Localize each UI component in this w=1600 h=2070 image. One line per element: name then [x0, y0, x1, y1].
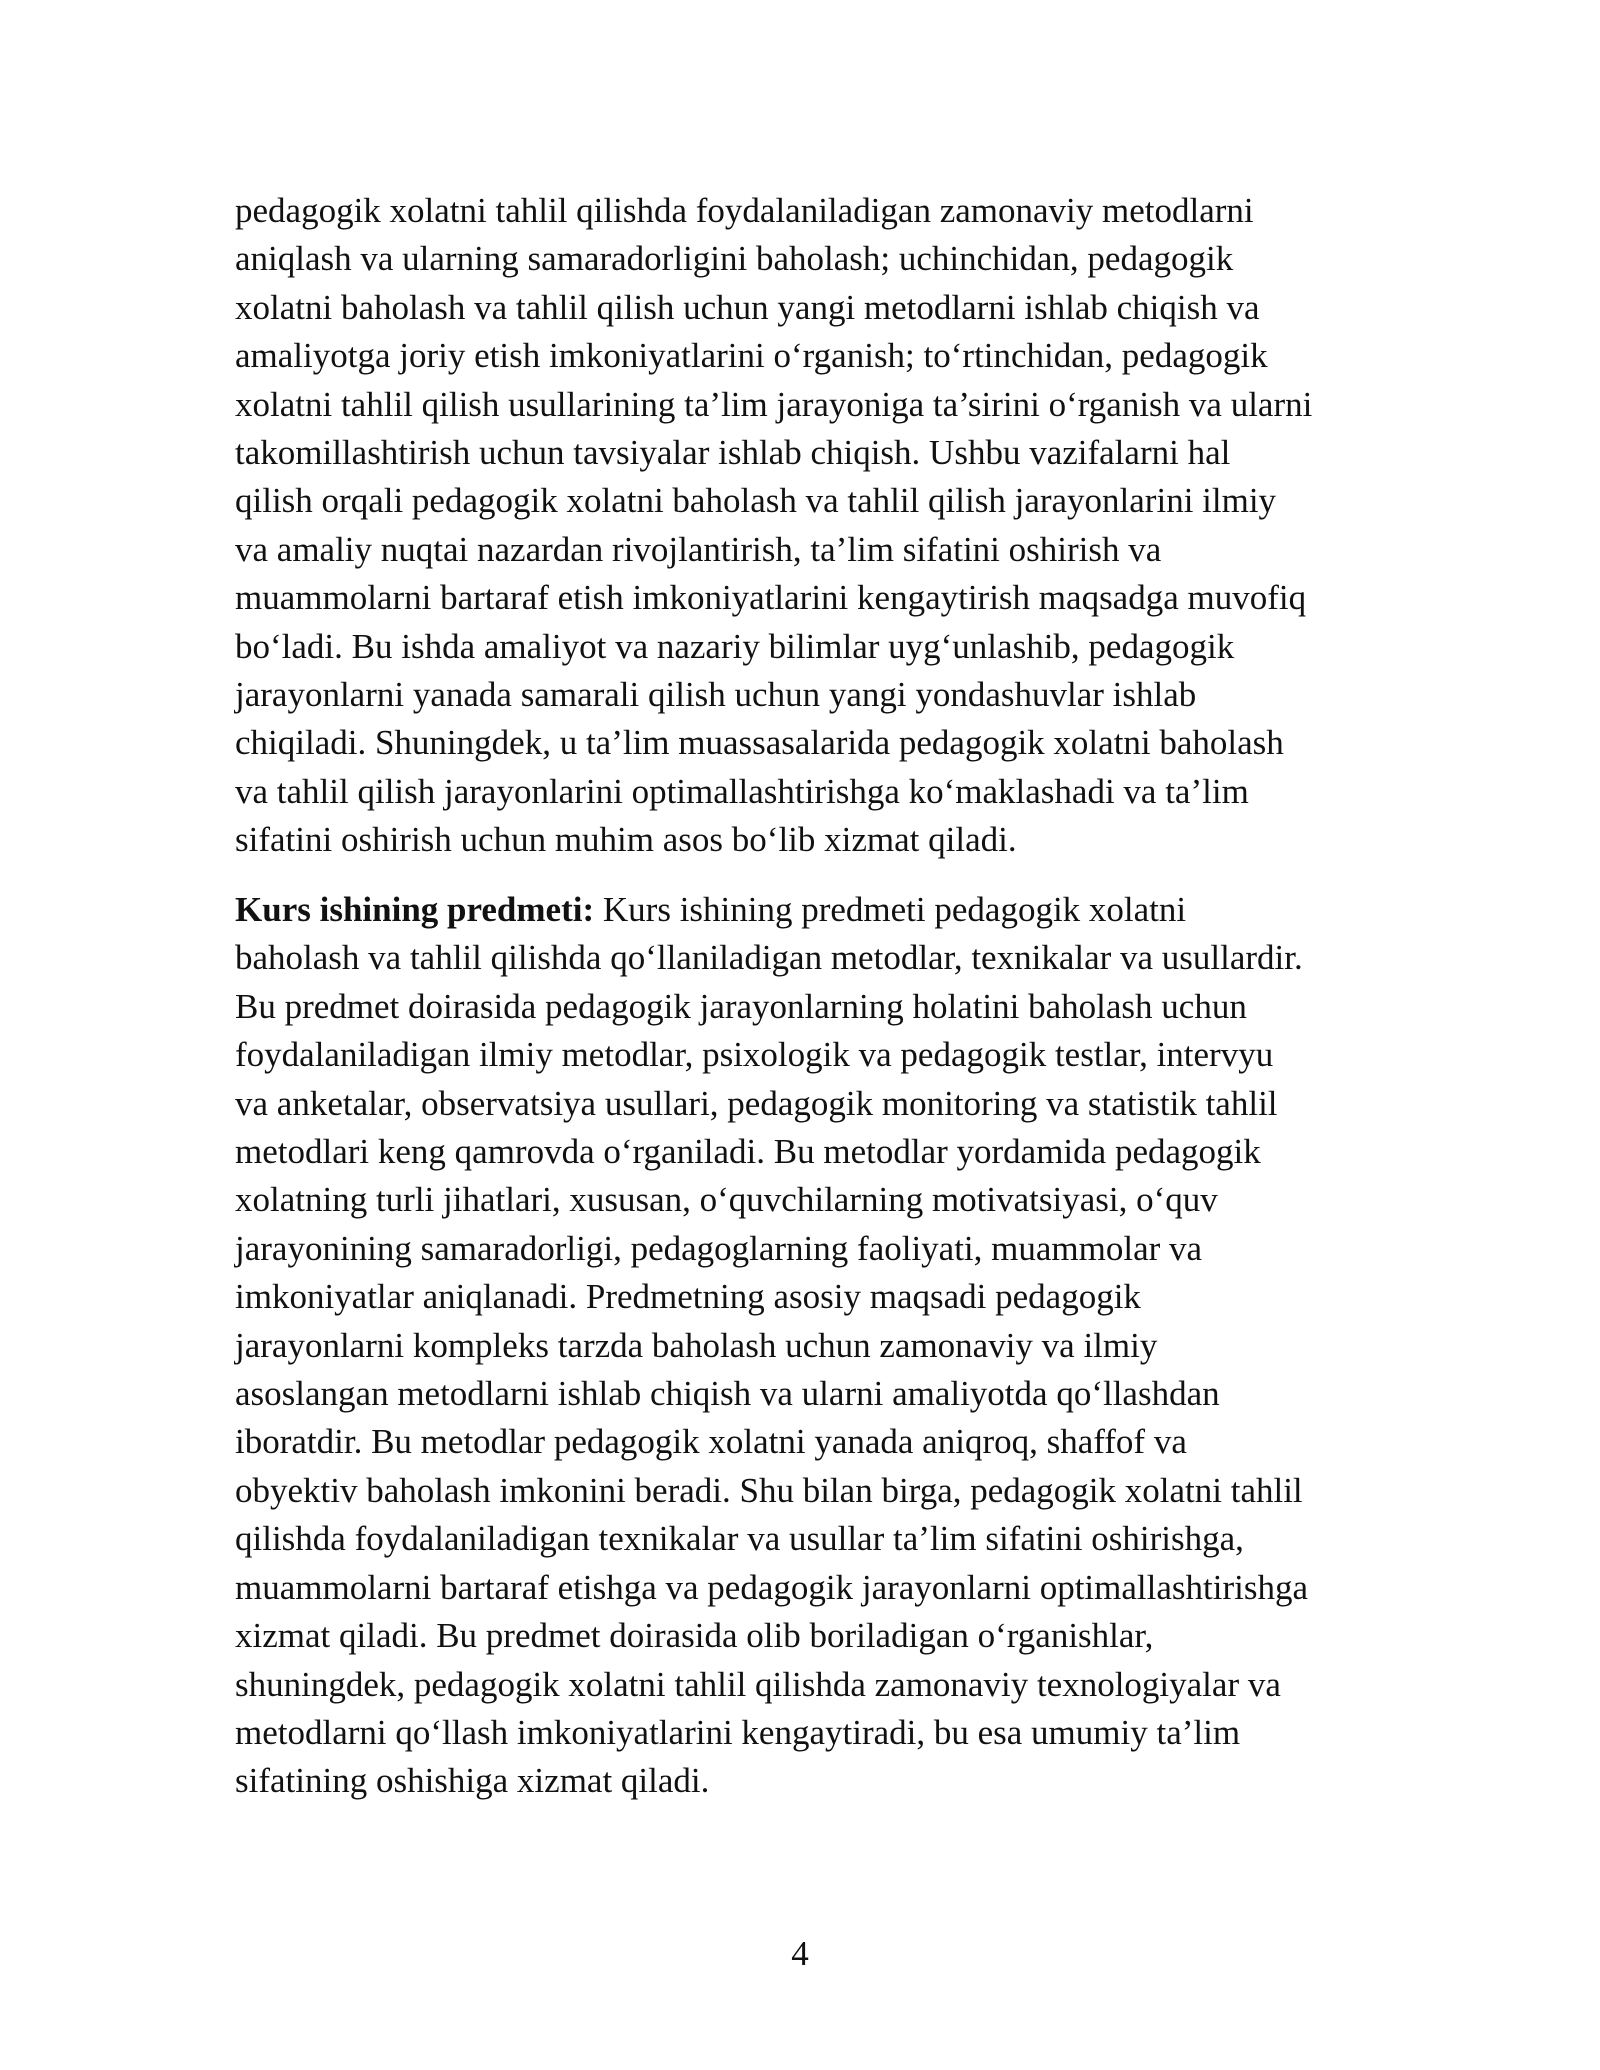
section-heading-subject: Kurs ishining predmeti: — [235, 890, 595, 929]
text-line: metodlarni qo‘llash imkoniyatlarini kengaytiradi, bu esa umumiy ta’lim — [235, 1712, 1241, 1752]
text-line: baholash va tahlil qilishda qo‘llaniladigan metodlar, texnikalar va usullardir. — [235, 938, 1303, 978]
text-line: amaliyotga joriy etish imkoniyatlarini o‘rganish; to‘rtinchidan, pedagogik — [235, 336, 1268, 376]
text-line: Bu predmet doirasida pedagogik jarayonlarning holatini baholash uchun — [235, 986, 1247, 1026]
text-line: qilishda foydalaniladigan texnikalar va usullar ta’lim sifatini oshirishga, — [235, 1519, 1244, 1559]
text-line: shuningdek, pedagogik xolatni tahlil qilishda zamonaviy texnologiyalar va — [235, 1664, 1281, 1704]
text-line: qilish orqali pedagogik xolatni baholash va tahlil qilish jarayonlarini ilmiy — [235, 481, 1277, 521]
text-line: muammolarni bartaraf etish imkoniyatlarini kengaytirish maqsadga muvofiq — [235, 578, 1307, 618]
text-line: sifatining oshishiga xizmat qiladi. — [235, 1761, 710, 1801]
text-line: va anketalar, observatsiya usullari, pedagogik monitoring va statistik tahlil — [235, 1083, 1278, 1123]
text-line: obyektiv baholash imkonini beradi. Shu bilan birga, pedagogik xolatni tahlil — [235, 1470, 1303, 1510]
text-line: takomillashtirish uchun tavsiyalar ishlab chiqish. Ushbu vazifalarni hal — [235, 433, 1231, 473]
text-line: xolatni baholash va tahlil qilish uchun yangi metodlarni ishlab chiqish va — [235, 287, 1260, 327]
text-line — [235, 886, 1375, 934]
text-line: xolatni tahlil qilish usullarining ta’lim jarayoniga ta’sirini o‘rganish va ularni — [235, 384, 1313, 424]
text-line: asoslangan metodlarni ishlab chiqish va ularni amaliyotda qo‘llashdan — [235, 1374, 1220, 1414]
paragraph-subject — [235, 886, 1375, 1806]
text-line: xolatning turli jihatlari, xususan, o‘quvchilarning motivatsiyasi, o‘quv — [235, 1180, 1218, 1220]
text-line: xizmat qiladi. Bu predmet doirasida olib boriladigan o‘rganishlar, — [235, 1616, 1154, 1656]
text-line: jarayonining samaradorligi, pedagoglarning faoliyati, muammolar va — [235, 1228, 1203, 1268]
text-line: muammolarni bartaraf etishga va pedagogik jarayonlarni optimallashtirishga — [235, 1567, 1308, 1607]
text-line: iboratdir. Bu metodlar pedagogik xolatni yanada aniqroq, shaffof va — [235, 1422, 1187, 1462]
text-line: pedagogik xolatni tahlil qilishda foydalaniladigan zamonaviy metodlarni — [235, 191, 1254, 230]
text-line: sifatini oshirish uchun muhim asos bo‘lib xizmat qiladi. — [235, 820, 1017, 860]
text-line: imkoniyatlar aniqlanadi. Predmetning asosiy maqsadi pedagogik — [235, 1277, 1141, 1317]
text-line: bo‘ladi. Bu ishda amaliyot va nazariy bilimlar uyg‘unlashib, pedagogik — [235, 626, 1235, 666]
text-line: jarayonlarni kompleks tarzda baholash uchun zamonaviy va ilmiy — [235, 1325, 1158, 1365]
text-line: jarayonlarni yanada samarali qilish uchun yangi yondashuvlar ishlab — [235, 675, 1197, 715]
text-fragment: Kurs ishining predmeti pedagogik xolatni — [594, 890, 1187, 929]
text-line: chiqiladi. Shuningdek, u ta’lim muassasalarida pedagogik xolatni baholash — [235, 723, 1284, 763]
text-line: va tahlil qilish jarayonlarini optimallashtirishga ko‘maklashadi va ta’lim — [235, 771, 1249, 811]
text-line: metodlari keng qamrovda o‘rganiladi. Bu metodlar yordamida pedagogik — [235, 1132, 1261, 1172]
text-line: foydalaniladigan ilmiy metodlar, psixologik va pedagogik testlar, intervyu — [235, 1035, 1274, 1075]
text-line: aniqlash va ularning samaradorligini baholash; uchinchidan, pedagogik — [235, 239, 1234, 279]
text-line: va amaliy nuqtai nazardan rivojlantirish, ta’lim sifatini oshirish va — [235, 529, 1162, 569]
paragraph-objectives — [235, 187, 1375, 865]
page-number: 4 — [791, 1934, 809, 1973]
